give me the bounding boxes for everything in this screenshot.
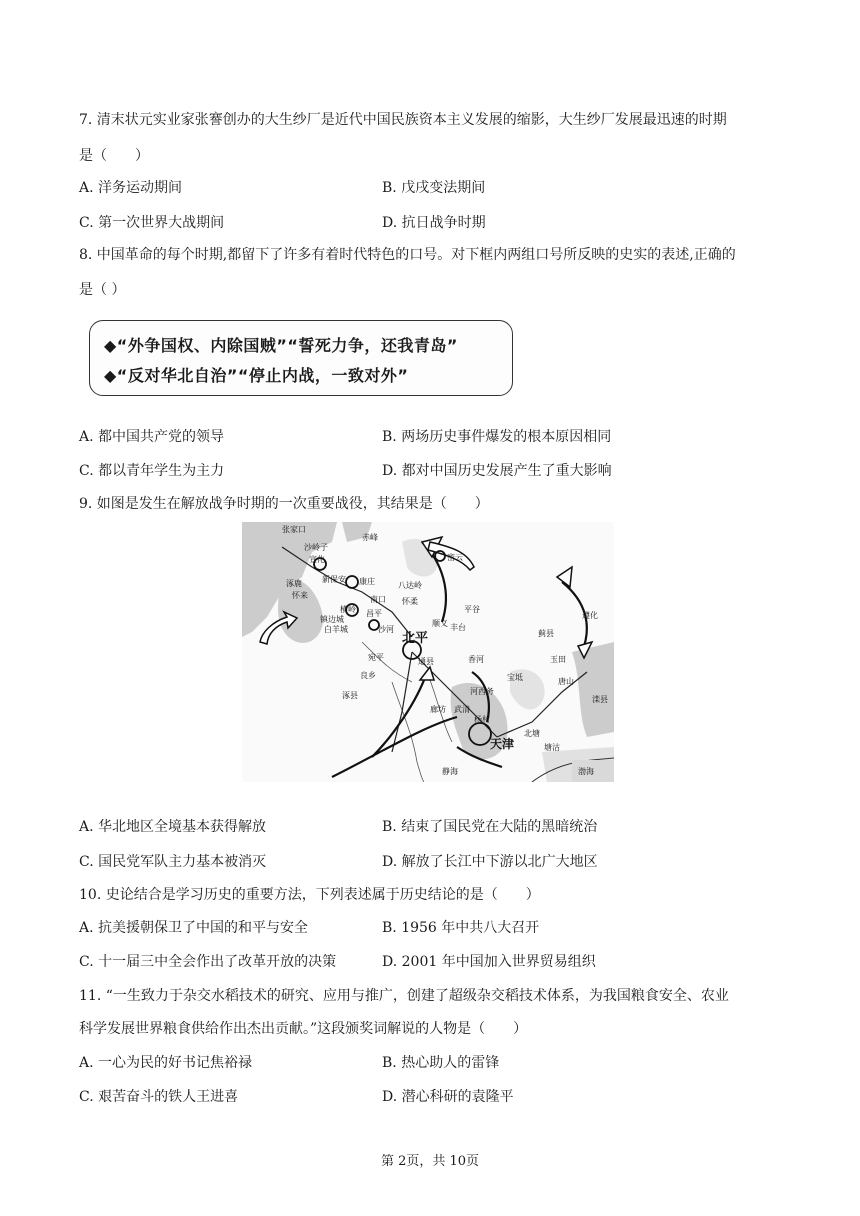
map-label: 八达岭 [398, 581, 422, 590]
map-label: 滦县 [592, 695, 608, 704]
map-label: 顺义 [432, 619, 448, 628]
map-label: 怀来 [292, 591, 308, 600]
map-label: 通县 [418, 657, 434, 666]
map-label: 南口 [370, 595, 386, 604]
q11-stem-line1: 11. “一生致力于杂交水稻技术的研究、应用与推广，创建了超级杂交稻技术体系，为我国粮食安全、农业 [79, 988, 729, 1004]
map-label: 北塘 [524, 729, 540, 738]
slogan-box [89, 320, 513, 396]
q9-option-c: C. 国民党军队主力基本被消灭 [79, 854, 267, 870]
map-label: 香河 [468, 655, 484, 664]
map-label: 渤海 [578, 767, 594, 776]
q10-option-c: C. 十一届三中全会作出了改革开放的决策 [79, 954, 337, 970]
map-label: 唐山 [558, 677, 574, 686]
q7-option-b: B. 戊戌变法期间 [382, 180, 486, 196]
battle-map [242, 522, 614, 782]
map-label: 昌平 [366, 609, 382, 618]
map-label: 蓟县 [538, 629, 554, 638]
q9-option-b: B. 结束了国民党在大陆的黑暗统治 [382, 819, 598, 835]
q8-option-c: C. 都以青年学生为主力 [79, 463, 225, 479]
q7-option-c: C. 第一次世界大战期间 [79, 215, 225, 231]
slogan-2: ◆“反对华北自治”“停止内战，一致对外” [104, 366, 409, 385]
map-label: 密云 [447, 553, 463, 562]
page-footer: 第 2页，共 10页 [380, 1154, 480, 1169]
q11-stem-line2: 科学发展世界粮食供给作出杰出贡献。”这段颁奖词解说的人物是（ ） [79, 1021, 528, 1037]
q10-option-b: B. 1956 年中共八大召开 [382, 920, 540, 936]
q8-option-d: D. 都对中国历史发展产生了重大影响 [382, 463, 612, 479]
q11-option-d: D. 潜心科研的袁隆平 [382, 1089, 514, 1105]
map-label: 杨村 [474, 715, 490, 724]
q9-option-a: A. 华北地区全境基本获得解放 [79, 819, 267, 835]
map-label: 河西务 [470, 687, 494, 696]
q9-stem: 9. 如图是发生在解放战争时期的一次重要战役，其结果是（ ） [79, 496, 489, 512]
map-label: 塘沽 [544, 743, 560, 752]
slogan-1: ◆“外争国权、内除国贼”“誓死力争，还我青岛” [104, 336, 458, 355]
q9-option-d: D. 解放了长江中下游以北广大地区 [382, 854, 598, 870]
map-label: 镇边城 [320, 615, 344, 624]
map-label: 宣化 [309, 555, 325, 564]
q11-option-a: A. 一心为民的好书记焦裕禄 [79, 1055, 253, 1071]
q8-option-a: A. 都中国共产党的领导 [79, 429, 225, 445]
map-label: 良乡 [360, 671, 376, 680]
q10-option-a: A. 抗美援朝保卫了中国的和平与安全 [79, 920, 309, 936]
map-label: 宛平 [368, 653, 384, 662]
q10-option-d: D. 2001 年中国加入世界贸易组织 [382, 954, 596, 970]
map-label: 涿鹿 [286, 579, 302, 588]
map-label-peiping: 北平 [402, 631, 429, 646]
map-label: 赤峰 [362, 533, 378, 542]
q7-option-d: D. 抗日战争时期 [382, 215, 486, 231]
map-label: 遵化 [582, 611, 598, 620]
q8-option-b: B. 两场历史事件爆发的根本原因相同 [382, 429, 612, 445]
q7-stem-line1: 7. 清末状元实业家张謇创办的大生纱厂是近代中国民族资本主义发展的缩影，大生纱厂发展最迅速的时期 [79, 112, 727, 128]
map-label: 横岭 [340, 605, 356, 614]
q8-stem-line1: 8. 中国革命的每个时期,都留下了许多有着时代特色的口号。对下框内两组口号所反映的史实的表述,正确的 [79, 247, 736, 263]
q8-stem-line2: 是（ ） [79, 282, 126, 298]
map-label: 廊坊 [430, 705, 446, 714]
map-label: 涿县 [342, 691, 358, 700]
map-label: 宝坻 [507, 673, 523, 682]
map-label: 丰台 [450, 623, 466, 632]
map-label: 康庄 [359, 577, 375, 586]
map-label: 沙岭子 [304, 543, 328, 552]
map-label: 新保安 [322, 575, 346, 584]
q7-stem-line2: 是（ ） [79, 148, 149, 164]
map-label: 玉田 [550, 655, 566, 664]
map-label-tianjin: 天津 [490, 737, 515, 751]
map-label: 静海 [442, 767, 458, 776]
map-label: 张家口 [282, 525, 306, 534]
q11-option-c: C. 艰苦奋斗的铁人王进喜 [79, 1089, 239, 1105]
q10-stem: 10. 史论结合是学习历史的重要方法，下列表述属于历史结论的是（ ） [79, 887, 540, 903]
map-label: 平谷 [464, 605, 480, 614]
map-label: 怀柔 [402, 597, 418, 606]
map-label: 白羊城 [324, 625, 348, 634]
q7-option-a: A. 洋务运动期间 [79, 180, 183, 196]
q11-option-b: B. 热心助人的雷锋 [382, 1055, 500, 1071]
map-label: 沙河 [378, 625, 394, 634]
map-label: 武清 [454, 705, 470, 714]
